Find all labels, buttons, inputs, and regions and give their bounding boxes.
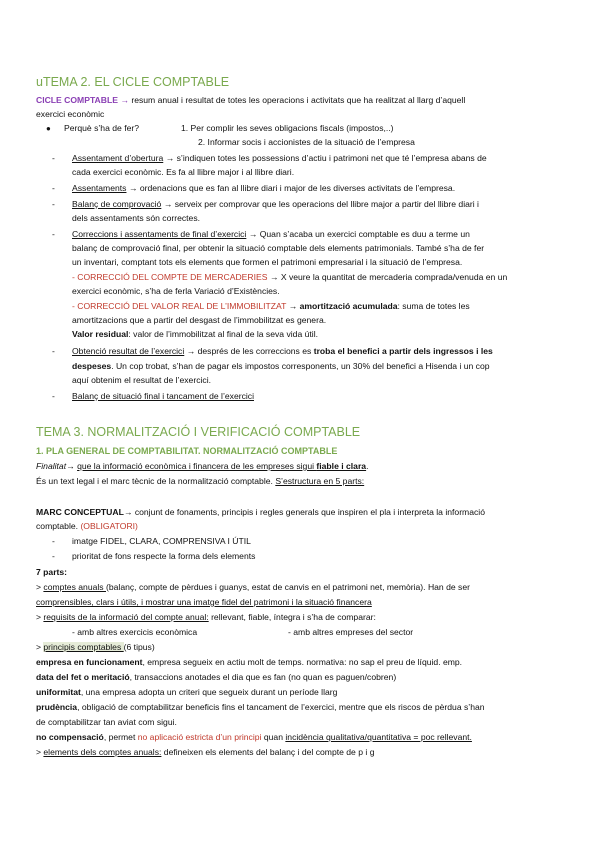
merc-line-2: exercici econòmic, s’ha de ferla Variació d’Existències. (72, 286, 280, 296)
why-question: Perquè s’ha de fer? (64, 123, 140, 133)
obtencio-line-1 (72, 346, 493, 357)
immob-text: : suma de totes les (397, 301, 470, 311)
why-answer-2: 2. Informar socis i accionistes de la situació de l’empresa (198, 137, 415, 147)
elements-line (36, 747, 374, 758)
principis-text: (6 tipus) (123, 642, 155, 652)
elements-term: elements dels comptes anuals: (43, 747, 162, 757)
dash-icon: - (52, 199, 55, 209)
gt-marker: > (36, 747, 44, 757)
obtencio-line-3: aquí obtenim el resultat de l’exercici. (72, 375, 212, 385)
cicle-arrow: → (117, 95, 132, 105)
marc-line-2 (36, 521, 138, 532)
balanc-text: → serveix per comprovar que les operacions del llibre major a partir del llibre diari i (161, 199, 479, 209)
immob-line-2: amortitzacions que a partir del desgast de l’immobilitzat es genera. (72, 315, 327, 325)
dash-icon: - (52, 536, 55, 546)
comptes-line-2: comprensibles, clars i útils, i mostrar una imatge fidel del patrimoni i la situació financera (36, 597, 372, 607)
uniformitat-text: , una empresa adopta un criteri que segueix durant un període llarg (80, 687, 338, 697)
data-bold: data del fet o meritació (36, 672, 130, 682)
requisits-term: requisits de la informació del compte anual: (43, 612, 209, 622)
residual-line (72, 329, 318, 340)
correccions-line-2: balanç de comprovació final, per obtenir la situació comptable dels elements patrimonials. També s’ha de fer (72, 243, 485, 253)
why-answer-1: 1. Per complir les seves obligacions fiscals (impostos,..) (181, 123, 394, 133)
cicle-text: resum anual i resultat de totes les operacions i activitats que ha realitzat al llarg d’aquell (131, 95, 466, 105)
merc-text: → X veure la quantitat de mercaderia comprada/venuda en un (267, 272, 508, 282)
dash-icon: - (52, 346, 55, 356)
cicle-label: CICLE COMPTABLE (36, 95, 118, 105)
legal-line (36, 476, 364, 487)
prudencia-line-2: de comptabilitzar tan aviat com sigui. (36, 717, 177, 727)
balanc-line-2: dels assentaments són correctes. (72, 213, 201, 223)
nocomp-text-2: quan (261, 732, 286, 742)
nocomp-ul: incidència qualitativa/quantitativa = poc rellevant. (285, 732, 472, 742)
legal-text: És un text legal i el marc tècnic de la normalització comptable. (36, 476, 276, 486)
comptes-text: (balanç, compte de pèrdues i guanys, estat de canvis en el patrimoni net, memòria). Han de ser (105, 582, 470, 592)
gt-marker: > (36, 642, 44, 652)
assentaments-line (72, 183, 455, 194)
parts-label: 7 parts: (36, 567, 68, 577)
prudencia-text: , obligació de comptabilitzar beneficis fins el tancament de l’exercici, mentre que els riscos de pèrdua s’han (77, 702, 485, 712)
cicle-line-1 (36, 95, 465, 106)
comptes-term: comptes anuals (43, 582, 106, 592)
correccions-line-3: un inventari, comptant tots els elements que formen el patrimoni empresarial i la situació de l’empresa. (72, 257, 463, 267)
dash-icon: - (52, 391, 55, 401)
finalitat-label: Finalitat (36, 461, 67, 471)
marc-text: → conjunt de fonaments, principis i regles generals que inspiren el pla i interpreta la informació (123, 507, 485, 517)
finalitat-arrow: → (66, 461, 78, 471)
legal-ul: S’estructura en 5 parts: (275, 476, 365, 486)
requisits-line (36, 612, 376, 623)
nocomp-text: , permet (103, 732, 138, 742)
prudencia-bold: prudència (36, 702, 78, 712)
compare-2: - amb altres empreses del sector (288, 627, 414, 637)
dash-icon: - (52, 183, 55, 193)
comptes-line-1 (36, 582, 470, 593)
correccions-line-1 (72, 229, 470, 240)
correccions-text: → Quan s’acaba un exercici comptable es duu a terme un (246, 229, 470, 239)
compare-1: - amb altres exercicis econòmica (72, 627, 198, 637)
marc-sub-1: imatge FIDEL, CLARA, COMPRENSIVA I ÚTIL (72, 536, 251, 546)
nocomp-bold: no compensació (36, 732, 104, 742)
obtencio-line-2 (72, 361, 490, 372)
empresa-bold: empresa en funcionament (36, 657, 143, 667)
prudencia-line-1 (36, 702, 485, 713)
finalitat-end: . (366, 461, 369, 471)
obtencio-bold-2: despeses (72, 361, 112, 371)
residual-bold: Valor residual (72, 329, 129, 339)
nocomp-line (36, 732, 472, 743)
balanc-line-1 (72, 199, 479, 210)
immob-bold: amortització acumulada (299, 301, 398, 311)
tema2-title: uTEMA 2. EL CICLE COMPTABLE (36, 75, 230, 89)
empresa-line (36, 657, 462, 668)
obertura-line-1 (72, 153, 487, 164)
assentaments-text: → ordenacions que es fan al llibre diari i major de les diverses activitats de l’empresa. (126, 183, 456, 193)
dash-icon: - (52, 551, 55, 561)
marc-line-1 (36, 507, 485, 518)
marc-sub-2: prioritat de fons respecte la forma dels elements (72, 551, 256, 561)
principis-term: principis comptables (43, 642, 124, 652)
balanc-term: Balanç de comprovació (72, 199, 162, 209)
immob-line-1 (72, 301, 470, 312)
obertura-text: → s’indiquen totes les possessions d’actiu i patrimoni net que té l’empresa abans de (163, 153, 487, 163)
obtencio-bold: troba el benefici a partir dels ingressos i les (313, 346, 493, 356)
elements-text: defineixen els elements del balanç i del compte de p i g (161, 747, 375, 757)
final-term: Balanç de situació final i tancament de l’exercici (72, 391, 254, 401)
immob-arrow: → (286, 301, 300, 311)
obtencio-text: → després de les correccions es (184, 346, 314, 356)
obertura-line-2: cada exercici econòmic. Es fa al llibre major i al llibre diari. (72, 167, 295, 177)
tema3-title: TEMA 3. NORMALITZACIÓ I VERIFICACIÓ COMPTABLE (36, 425, 361, 439)
merc-label: - CORRECCIÓ DEL COMPTE DE MERCADERIES (72, 272, 268, 282)
obertura-term: Assentament d’obertura (72, 153, 164, 163)
obtencio-text-2: . Un cop trobat, s’han de pagar els impostos corresponents, un 30% del benefici a Hisenda i un cop (111, 361, 490, 371)
bullet-icon: ● (46, 124, 51, 133)
immob-label: - CORRECCIÓ DEL VALOR REAL DE L’IMMOBILITZAT (72, 301, 287, 311)
cicle-line-2: exercici econòmic (36, 109, 105, 119)
obtencio-term: Obtenció resultat de l’exercici (72, 346, 185, 356)
residual-text: : valor de l’immobilitzat al final de la seva vida útil. (128, 329, 318, 339)
empresa-text: , empresa segueix en actiu molt de temps. normativa: no sap el preu de líquid. emp. (142, 657, 463, 667)
uniformitat-line (36, 687, 337, 698)
correccions-term: Correccions i assentaments de final d’exercici (72, 229, 247, 239)
marc-text-2: comptable. (36, 521, 81, 531)
finalitat-line (36, 461, 368, 472)
uniformitat-bold: uniformitat (36, 687, 81, 697)
assentaments-term: Assentaments (72, 183, 127, 193)
marc-bold: MARC CONCEPTUAL (36, 507, 124, 517)
finalitat-text: que la informació econòmica i financera de les empreses sigui (77, 461, 317, 471)
gt-marker: > (36, 582, 44, 592)
data-line (36, 672, 396, 683)
principis-line (36, 642, 155, 653)
merc-line-1 (72, 272, 507, 283)
requisits-text: rellevant, fiable, íntegra i s’ha de comparar: (208, 612, 376, 622)
finalitat-bold: fiable i clara (316, 461, 367, 471)
marc-obligatori: (OBLIGATORI) (80, 521, 138, 531)
dash-icon: - (52, 229, 55, 239)
data-text: , transaccions anotades el dia que es fan (no quan es paguen/cobren) (129, 672, 397, 682)
gt-marker: > (36, 612, 44, 622)
nocomp-red: no aplicació estricta d’un principi (137, 732, 262, 742)
tema3-subtitle: 1. PLA GENERAL DE COMPTABILITAT. NORMALITZACIÓ COMPTABLE (36, 446, 338, 456)
dash-icon: - (52, 153, 55, 163)
